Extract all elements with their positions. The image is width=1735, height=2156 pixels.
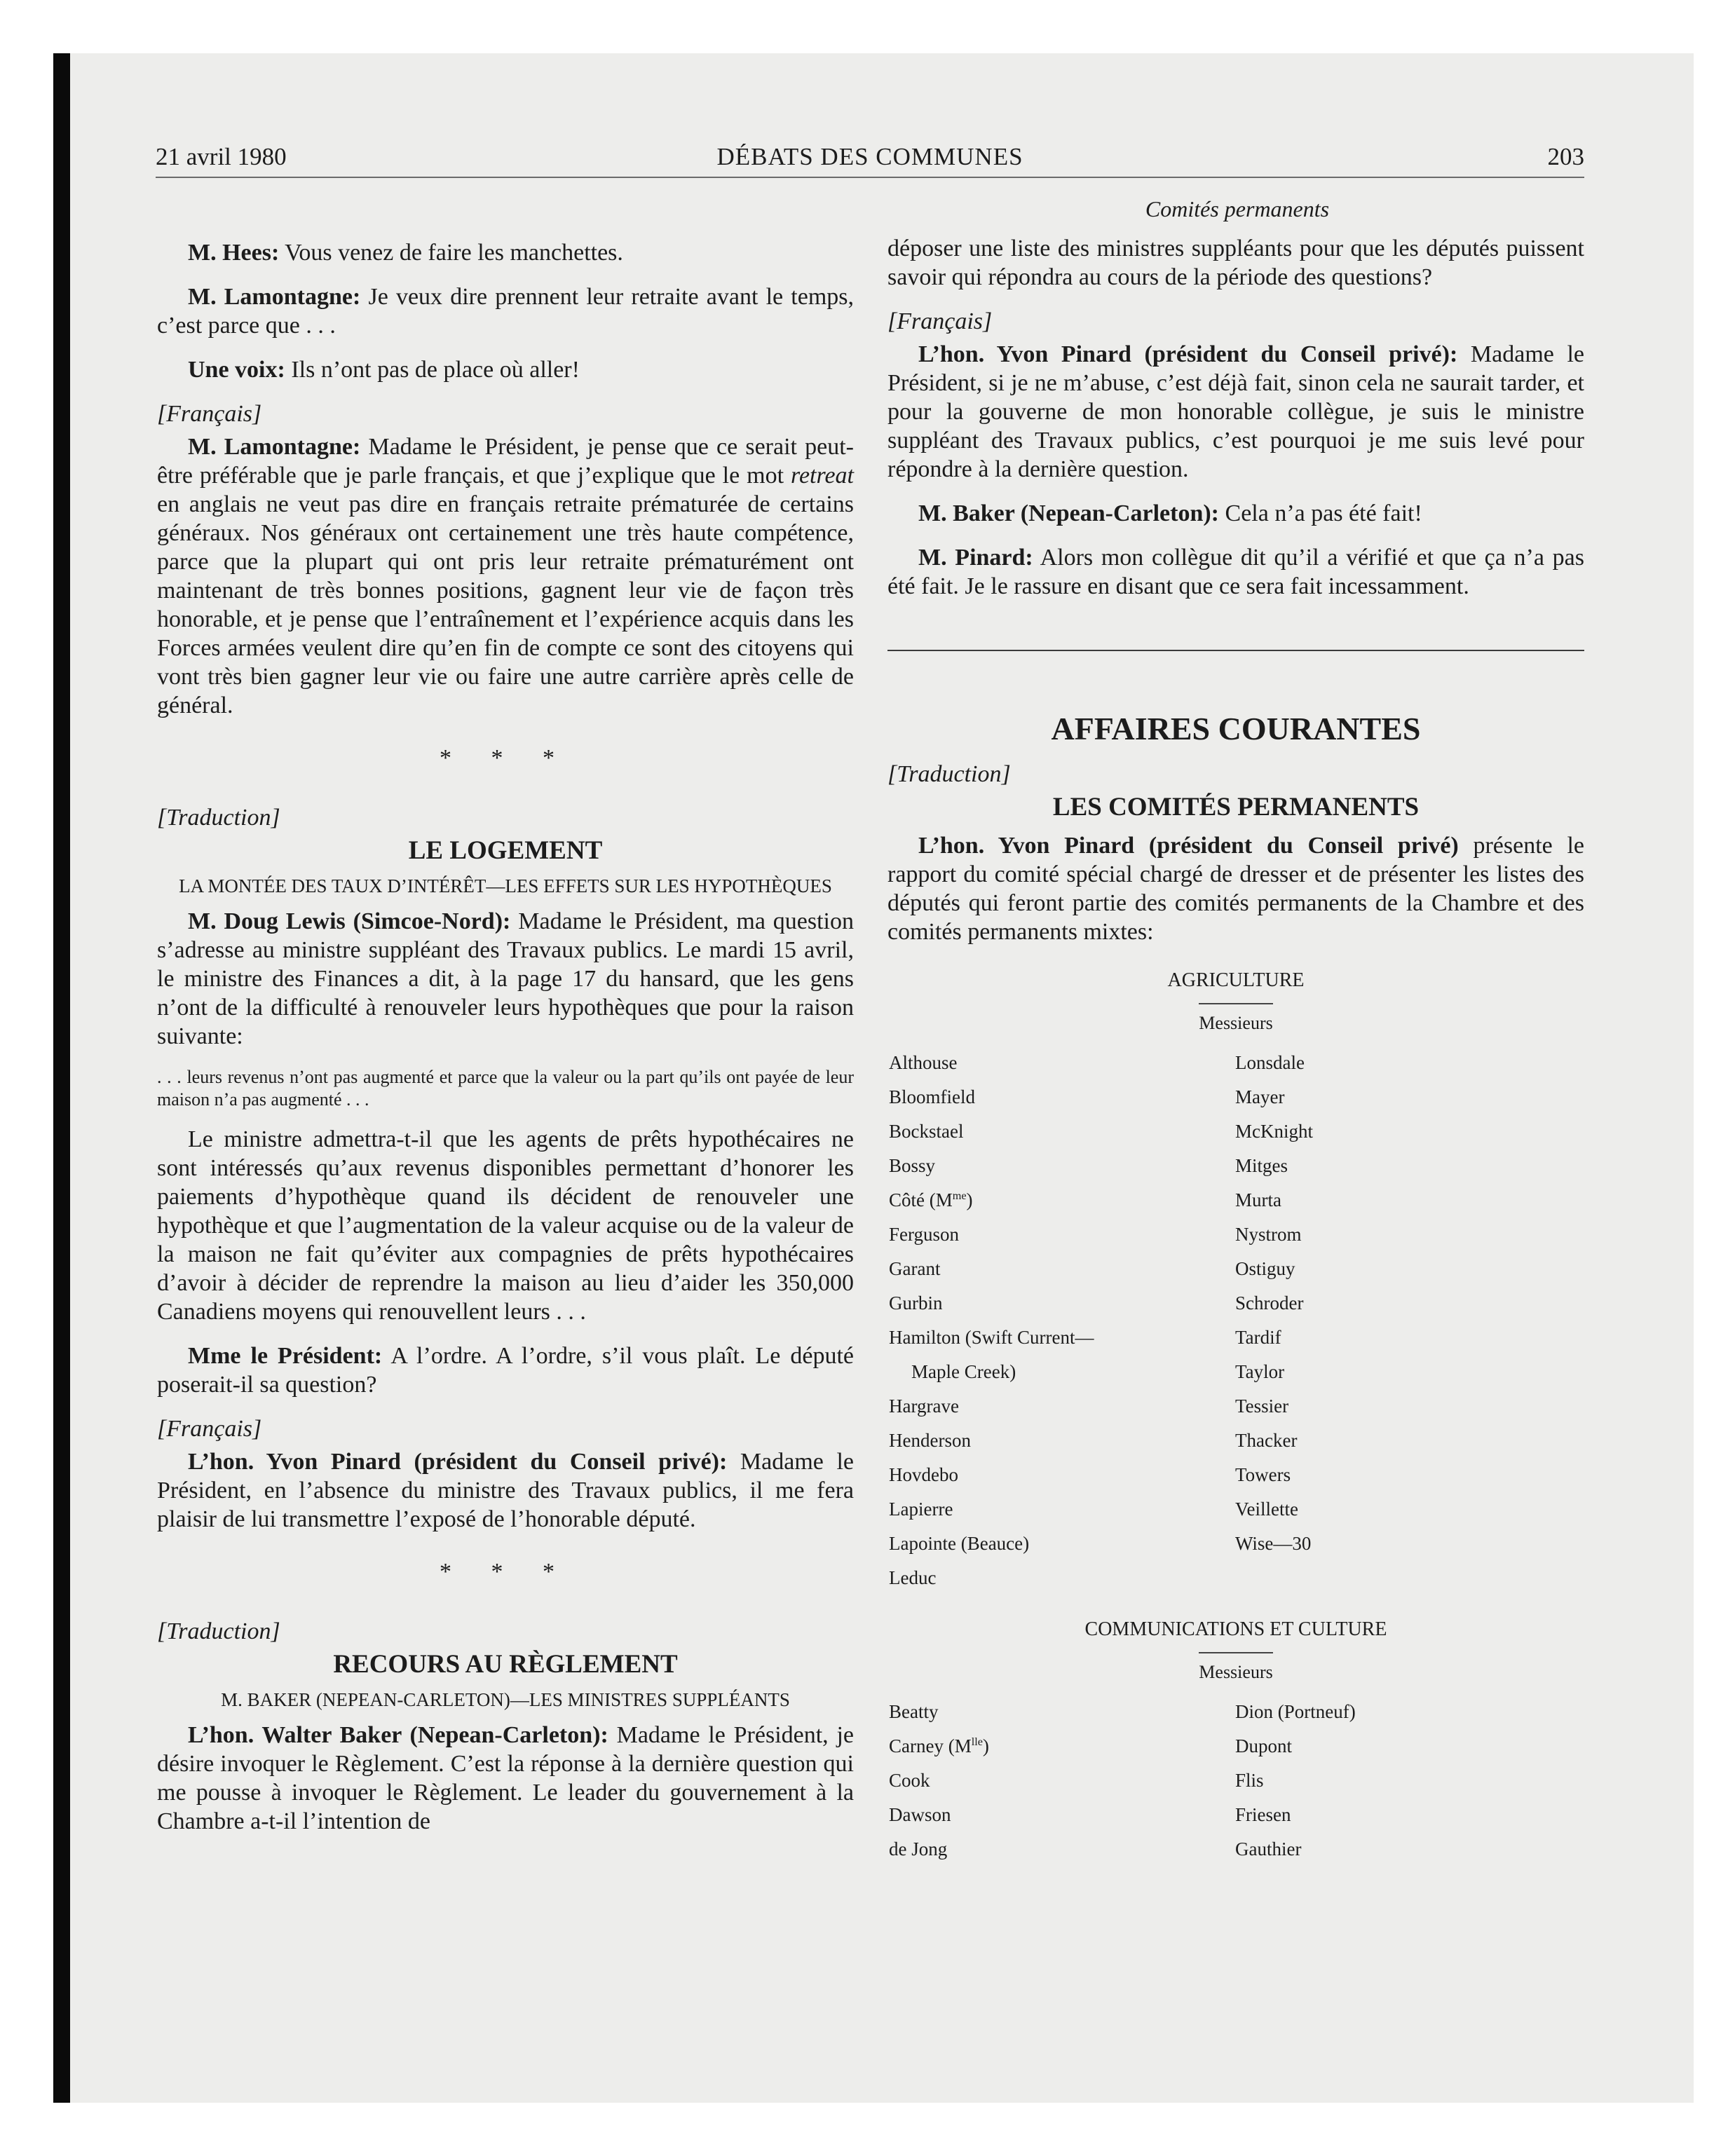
section-heading: LE LOGEMENT	[408, 836, 603, 865]
member-name: Friesen	[1235, 1804, 1291, 1825]
language-tag: [Traduction]	[157, 1618, 280, 1644]
member-name: Mayer	[1235, 1086, 1285, 1107]
member-name: Dupont	[1235, 1735, 1292, 1756]
section-separator: * * *	[440, 745, 571, 771]
member-name: Carney $(M^{lle})$	[889, 1735, 989, 1756]
section-heading: AFFAIRES COURANTES	[1051, 711, 1421, 746]
speech-text: Je veux dire prennent leur retraite avant le temps, c’est parce que . . .	[157, 284, 854, 339]
left-column	[157, 238, 854, 1851]
speech-text: Alors mon collègue dit qu’il a vérifié et que ça n’a pas été fait. Je le rassure en disant que ce sera fait incessamment.	[887, 545, 1584, 599]
paragraph: Le ministre admettra-t-il que les agents de prêts hypothécaires ne sont intéressés qu’aux revenus disponibles permettant d’honorer les paiements d’hypothèque quand ils décident de renouveler une hypothèque et que l’augmentation de la valeur acquise ou de la valeur de la maison ne fait qu’éviter aux compagnies de prêts hypothécaires d’avoir à décider de reprendre la maison au lieu d’aider les 350,000 Canadiens moyens qui renouvellent leurs . . .	[157, 1126, 854, 1325]
speaker: Mme le Président:	[188, 1343, 383, 1369]
member-name: Althouse	[889, 1052, 958, 1073]
section-heading: LES COMITÉS PERMANENTS	[1052, 793, 1420, 821]
paragraph	[157, 1342, 854, 1399]
paragraph: déposer une liste des ministres suppléants pour que les députés puissent savoir qui répondra au cours de la période des questions?	[887, 236, 1584, 290]
paragraph	[157, 355, 854, 384]
member-name: Lapierre	[889, 1499, 953, 1520]
section-separator: * * *	[440, 1559, 571, 1585]
emphasis-word: retreat	[790, 463, 854, 489]
member-name: Wise—30	[1235, 1533, 1312, 1554]
subheading: LA MONTÉE DES TAUX D’INTÉRÊT—LES EFFETS SUR LES HYPOTHÈQUES	[179, 875, 832, 896]
member-name: Beatty	[889, 1701, 939, 1722]
member-name: Maple Creek)	[911, 1361, 1016, 1382]
speaker: M. Lamontagne:	[188, 284, 361, 310]
speaker: M. Baker (Nepean-Carleton):	[918, 500, 1220, 526]
speech-text: présente le rapport du comité spécial chargé de dresser et de présenter les listes des députés qui feront partie des comités permanents de la Chambre et des comités permanents mixtes:	[887, 833, 1584, 945]
member-name: Veillette	[1235, 1499, 1298, 1520]
subheading: M. BAKER (NEPEAN-CARLETON)—LES MINISTRES SUPPLÉANTS	[221, 1689, 790, 1710]
binding-edge	[53, 53, 70, 2103]
member-name: Garant	[889, 1258, 941, 1279]
member-name: Dawson	[889, 1804, 951, 1825]
paragraph	[157, 907, 854, 1051]
paragraph	[887, 831, 1584, 946]
member-name: Nystrom	[1235, 1224, 1302, 1245]
speech-text: Madame le Président, si je ne m’abuse, c’est déjà fait, sinon cela ne saurait tarder, et pour la gouverne de mon honorable collègue, je suis le ministre suppléant des Travaux publics, c’est pourquoi je me suis levé pour répondre à la dernière question.	[887, 341, 1584, 482]
block-quote: . . . leurs revenus n’ont pas augmenté et parce que la valeur ou la part qu’ils ont payée de leur maison n’a pas augmenté . . .	[157, 1067, 854, 1110]
member-name: de Jong	[889, 1838, 948, 1860]
horizontal-rule	[887, 650, 1584, 651]
language-tag: [Français]	[887, 308, 993, 334]
header-title: DÉBATS DES COMMUNES	[716, 143, 1023, 170]
language-tag: [Français]	[157, 1416, 262, 1442]
speaker: L’hon. Yvon Pinard (président du Conseil privé)	[918, 833, 1459, 859]
language-tag: [Traduction]	[887, 761, 1011, 787]
section-heading: RECOURS AU RÈGLEMENT	[333, 1650, 678, 1679]
speech-text: en anglais ne veut pas dire en français retraite prématurée de certains généraux. Nos généraux ont certainement une très haute compétence, parce que la plupart qui ont pris leur retraite prématurément ont maintenant de très bonnes positions, gagnent leur vie de façon très honorable, et je pense que l’entraînement et l’expérience acquis dans les Forces armées veulent dire qu’en fin de compte ce sont des citoyens qui vont très bien gagner leur vie ou faire une autre carrière après celle de général.	[157, 491, 854, 718]
right-column	[887, 234, 1584, 1867]
member-list-communications	[887, 1695, 1584, 1867]
member-name: Hamilton (Swift Current—	[889, 1327, 1094, 1348]
member-name: Bockstael	[889, 1121, 964, 1142]
speaker: L’hon. Yvon Pinard (président du Conseil privé):	[188, 1449, 728, 1475]
member-name: Thacker	[1235, 1430, 1298, 1451]
paragraph	[157, 1447, 854, 1534]
speech-text: Madame le Président, en l’absence du ministre des Travaux publics, il me fera plaisir de lui transmettre l’exposé de l’honorable député.	[157, 1449, 854, 1532]
paragraph	[887, 543, 1584, 601]
speaker: M. Pinard:	[918, 545, 1033, 571]
member-name: Taylor	[1235, 1361, 1285, 1382]
paragraph	[157, 238, 854, 267]
member-name: Murta	[1235, 1189, 1281, 1210]
member-name: Cook	[889, 1770, 930, 1791]
member-name: Ferguson	[889, 1224, 960, 1245]
speaker: M. Lamontagne:	[188, 434, 361, 460]
speech-text: A l’ordre. A l’ordre, s’il vous plaît. Le député poserait-il sa question?	[157, 1343, 854, 1398]
speaker: L’hon. Yvon Pinard (président du Conseil privé):	[918, 341, 1458, 367]
section-running-title: Comités permanents	[1145, 196, 1330, 221]
paragraph	[887, 340, 1584, 484]
committee-title: AGRICULTURE	[1167, 969, 1305, 991]
member-name: Tardif	[1235, 1327, 1281, 1348]
speech-text: Madame le Président, je désire invoquer le Règlement. C’est la réponse à la dernière question qui me pousse à invoquer le Règlement. Le leader du gouvernement à la Chambre a-t-il l’intention de	[157, 1722, 855, 1834]
paragraph	[157, 282, 854, 340]
member-list-agriculture	[887, 1046, 1584, 1595]
member-name	[1234, 1561, 1584, 1595]
paragraph	[157, 1721, 854, 1836]
running-header	[156, 140, 1584, 178]
member-name: Gurbin	[889, 1292, 943, 1314]
member-name: Schroder	[1235, 1292, 1304, 1314]
language-tag: [Français]	[157, 401, 262, 427]
member-name: Mitges	[1235, 1155, 1288, 1176]
paragraph	[157, 432, 854, 720]
member-name: Bloomfield	[889, 1086, 975, 1107]
speaker: M. Doug Lewis (Simcoe-Nord):	[188, 908, 511, 934]
member-name: Gauthier	[1235, 1838, 1302, 1860]
member-name: Hargrave	[889, 1396, 959, 1417]
member-name: Tessier	[1235, 1396, 1289, 1417]
member-name: Leduc	[889, 1567, 937, 1588]
member-name: Lapointe (Beauce)	[889, 1533, 1030, 1554]
member-name: Towers	[1235, 1464, 1291, 1485]
speech-text: Ils n’ont pas de place où aller!	[285, 357, 580, 383]
page-number: 203	[1547, 143, 1584, 170]
member-name: Côté $(M^{me})$	[889, 1189, 973, 1210]
member-name: Dion (Portneuf)	[1235, 1701, 1356, 1722]
member-name: McKnight	[1235, 1121, 1313, 1142]
committee-title: COMMUNICATIONS ET CULTURE	[1084, 1618, 1387, 1640]
speech-text: Cela n’a pas été fait!	[1219, 500, 1422, 526]
member-name: Hovdebo	[889, 1464, 958, 1485]
member-name: Flis	[1235, 1770, 1264, 1791]
speech-text: Madame le Président, je pense que ce serait peut-être préférable que je parle français, et que j’explique que le mot	[157, 434, 854, 489]
header-date: 21 avril 1980	[156, 143, 287, 170]
speaker: Une voix:	[188, 357, 285, 383]
speaker: L’hon. Walter Baker (Nepean-Carleton):	[188, 1722, 608, 1748]
member-name: Lonsdale	[1235, 1052, 1305, 1073]
committee-subtitle: Messieurs	[1199, 1003, 1272, 1037]
paragraph	[887, 499, 1584, 528]
member-name: Henderson	[889, 1430, 971, 1451]
speech-text: Madame le Président, ma question s’adresse au ministre suppléant des Travaux publics. Le mardi 15 avril, le ministre des Finances a dit, à la page 17 du hansard, que les gens n’ont de la difficulté à renouveler leurs hypothèques que pour la raison suivante:	[157, 908, 854, 1049]
speech-text: Vous venez de faire les manchettes.	[279, 240, 623, 266]
member-name: Bossy	[889, 1155, 936, 1176]
committee-subtitle: Messieurs	[1199, 1652, 1272, 1686]
language-tag: [Traduction]	[157, 805, 280, 831]
speaker: M. Hees:	[188, 240, 280, 266]
member-name: Ostiguy	[1235, 1258, 1295, 1279]
